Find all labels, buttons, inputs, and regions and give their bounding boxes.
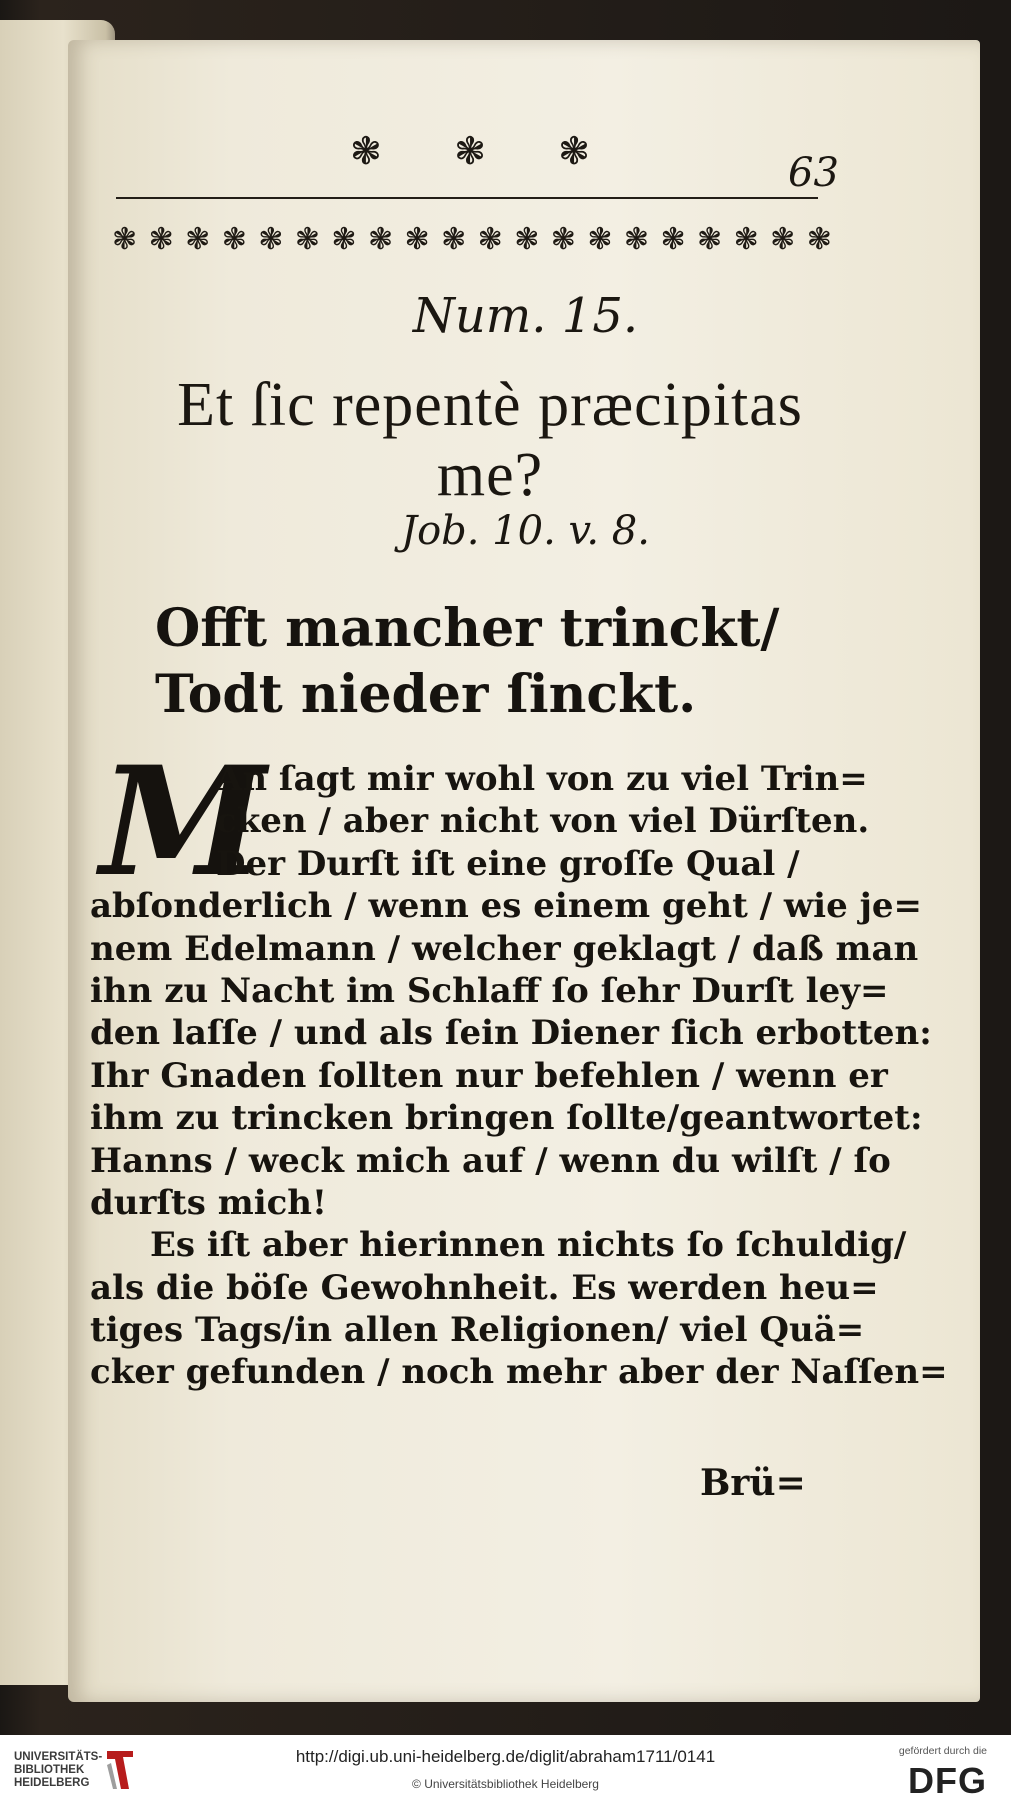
- text-line: An ſagt mir wohl von zu viel Trin=: [216, 759, 868, 799]
- text-line: durſts mich!: [90, 1182, 327, 1223]
- ornament-icon: ❃: [660, 222, 686, 257]
- page-url-link[interactable]: http://digi.ub.uni-heidelberg.de/diglit/abraham1711/0141: [295, 1747, 716, 1766]
- header-rule: [116, 197, 818, 199]
- text-line: ihm zu trincken bringen ſollte/geantwortet:: [90, 1098, 923, 1139]
- ornament-icon: ❃: [454, 129, 486, 173]
- entry-number: Num. 15.: [412, 288, 639, 344]
- text-line: Hanns / weck mich auf / wenn du wilſt / ſo: [90, 1140, 891, 1181]
- catchword: Brü=: [700, 1462, 806, 1504]
- ornament-icon: ❃: [697, 222, 723, 257]
- text-line: den laſſe / und als ſein Diener ſich erbotten:: [90, 1013, 932, 1054]
- latin-quotation: [150, 370, 830, 510]
- drop-cap: M: [100, 734, 267, 910]
- ornament-icon: ❃: [770, 222, 796, 257]
- text-line: nem Edelmann / welcher geklagt / daß man: [90, 928, 919, 969]
- text-line: als die böſe Gewohnheit. Es werden heu=: [90, 1267, 879, 1308]
- ornament-icon: ❃: [806, 222, 832, 257]
- ornament-icon: ❃: [558, 129, 590, 173]
- text-line: tiges Tags/in allen Religionen/ viel Quä=: [90, 1310, 865, 1351]
- ornament-icon: ❃: [441, 222, 467, 257]
- ornament-icon: ❃: [112, 222, 138, 257]
- text-line: Ihr Gnaden ſollten nur befehlen / wenn er: [90, 1055, 888, 1096]
- ornament-icon: ❃: [294, 222, 320, 257]
- latin-line: me?: [436, 441, 544, 509]
- page-number: 63: [788, 150, 839, 196]
- ornament-icon: ❃: [550, 222, 576, 257]
- ornamental-border: [112, 214, 832, 266]
- ornament-icon: ❃: [258, 222, 284, 257]
- text-line: cken / aber nicht von viel Dürſten.: [216, 801, 870, 842]
- ornament-icon: ❃: [331, 222, 357, 257]
- motto-line: Offt mancher trinckt/: [155, 598, 780, 659]
- text-line: abſonderlich / wenn es einem geht / wie je=: [90, 886, 922, 927]
- header-ornaments: [350, 129, 590, 173]
- copyright-text: © Universitätsbibliothek Heidelberg: [412, 1777, 599, 1791]
- ornament-icon: ❃: [185, 222, 211, 257]
- motto: [155, 596, 855, 728]
- motto-line: Todt nieder ſinckt.: [155, 664, 697, 725]
- ornament-icon: ❃: [477, 222, 503, 257]
- latin-line: Et ſic repentè præcipitas: [177, 371, 803, 439]
- ornament-icon: ❃: [733, 222, 759, 257]
- text-line: cker gefunden / noch mehr aber der Naſſen=: [90, 1352, 948, 1393]
- dfg-logo: DFG: [908, 1760, 987, 1801]
- ornament-icon: ❃: [514, 222, 540, 257]
- ornament-icon: ❃: [587, 222, 613, 257]
- bible-citation: Job. 10. v. 8.: [401, 508, 650, 554]
- viewer-footer: [0, 1735, 1011, 1810]
- text-line: Der Durſt iſt eine groſſe Qual /: [216, 843, 800, 884]
- body-text: [90, 734, 948, 1394]
- ornament-icon: ❃: [623, 222, 650, 257]
- ornament-icon: ❃: [221, 222, 247, 257]
- ornament-icon: ❃: [404, 222, 430, 257]
- text-line: Es iſt aber hierinnen nichts ſo ſchuldig/: [150, 1225, 907, 1266]
- funder-label: gefördert durch die: [898, 1745, 987, 1757]
- ornament-icon: ❃: [367, 222, 394, 257]
- ornament-icon: ❃: [148, 222, 174, 257]
- library-logo-text: UNIVERSITÄTS- BIBLIOTHEK HEIDELBERG: [14, 1751, 103, 1789]
- ornament-icon: ❃: [350, 129, 382, 173]
- text-line: ihn zu Nacht im Schlaff ſo ſehr Durſt ley=: [90, 970, 889, 1011]
